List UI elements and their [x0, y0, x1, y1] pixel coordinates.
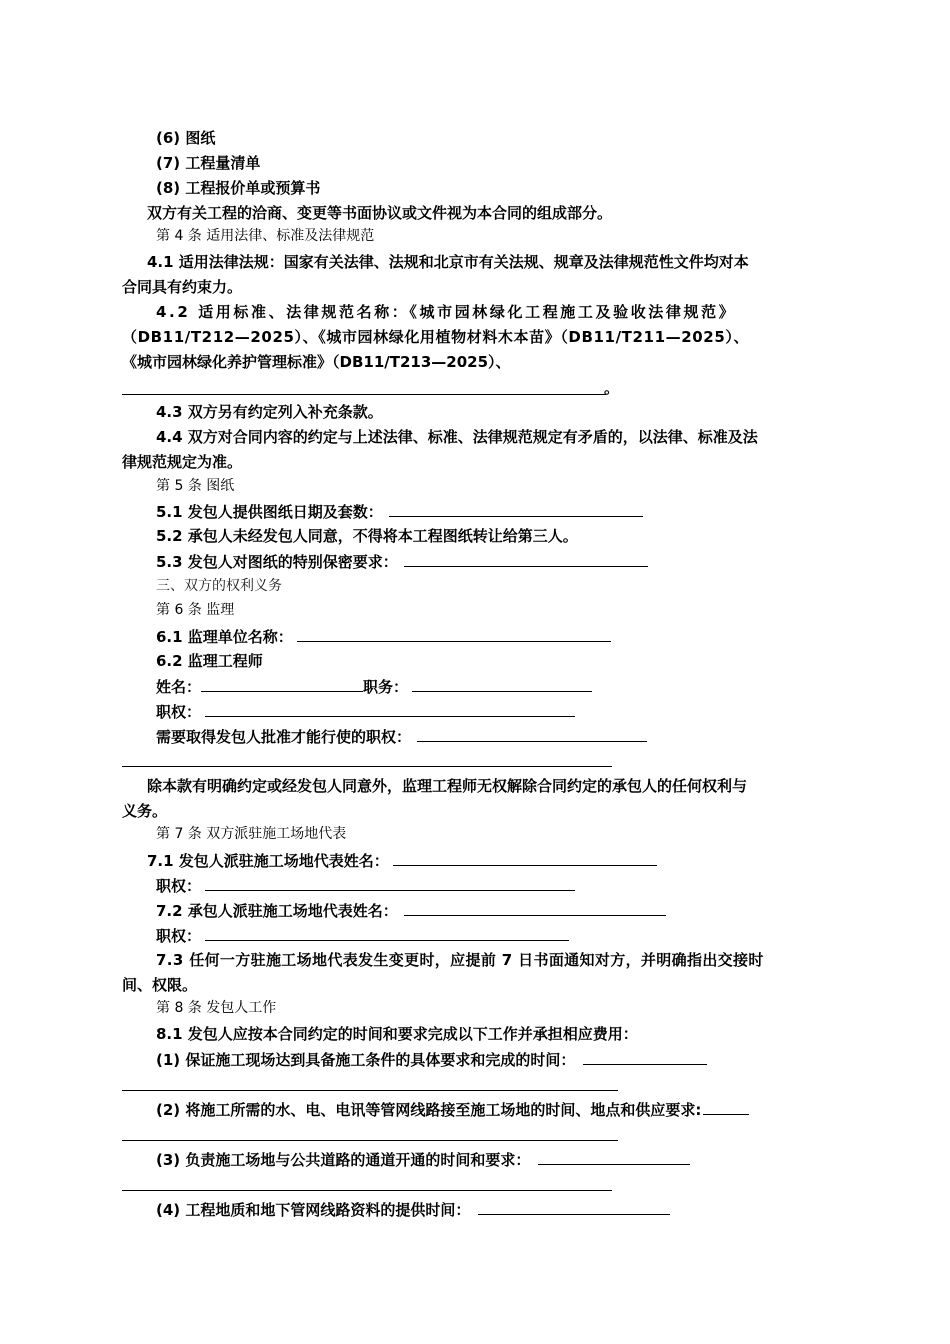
approval-authority-label: 需要取得发包人批准才能行使的职权： — [156, 728, 412, 746]
employer-rep-authority-blank — [205, 875, 575, 891]
standards-blank — [122, 394, 606, 395]
article-4-title: 第 4 条 适用法律、标准及法律规范 — [156, 228, 375, 244]
approval-authority-blank-2 — [122, 766, 612, 767]
clause-6-2: 6.2 监理工程师 — [156, 652, 263, 670]
clause-7-3-line1: 7.3 任何一方驻施工场地代表发生变更时，应提前 7 日书面通知对方，并明确指出交接时 — [156, 951, 764, 969]
exception-line2: 义务。 — [122, 802, 168, 820]
contractor-rep-authority-row — [156, 925, 569, 946]
work-item-2-blank-2 — [122, 1140, 618, 1141]
clause-5-2: 5.2 承包人未经发包人同意，不得将本工程图纸转让给第三人。 — [156, 527, 578, 545]
contractor-rep-name-blank — [404, 900, 666, 916]
clause-5-3 — [156, 551, 648, 572]
clause-4-3: 4.3 双方另有约定列入补充条款。 — [156, 403, 383, 421]
contractor-rep-authority-blank — [205, 925, 569, 941]
supervisor-unit-blank — [297, 626, 611, 642]
exception-line1: 除本款有明确约定或经发包人同意外，监理工程师无权解除合同约定的承包人的任何权利与 — [147, 777, 748, 795]
work-item-3-label: (3) 负责施工场地与公共道路的通道开通的时间和要求： — [156, 1151, 531, 1169]
clause-4-4-line2: 律规范规定为准。 — [122, 453, 243, 471]
work-item-1 — [156, 1049, 707, 1070]
employer-rep-authority-row — [156, 875, 575, 896]
work-item-1-blank — [583, 1049, 707, 1065]
engineer-authority-label: 职权： — [156, 703, 202, 721]
clause-8-1: 8.1 发包人应按本合同约定的时间和要求完成以下工作并承担相应费用： — [156, 1025, 638, 1043]
work-item-1-blank-2 — [122, 1090, 618, 1091]
clause-7-2 — [156, 900, 666, 921]
approval-authority-blank — [417, 726, 647, 742]
engineer-authority-row — [156, 701, 575, 722]
clause-5-3-label: 5.3 发包人对图纸的特别保密要求： — [156, 553, 398, 571]
engineer-name-blank — [201, 676, 363, 692]
clause-7-1-label: 7.1 发包人派驻施工场地代表姓名： — [147, 852, 389, 870]
clause-5-1 — [156, 501, 643, 522]
work-item-3 — [156, 1149, 690, 1170]
clause-5-1-label: 5.1 发包人提供图纸日期及套数： — [156, 503, 383, 521]
clause-4-1-line1: 4.1 适用法律法规：国家有关法律、法规和北京市有关法规、规章及法律规范性文件均对本 — [147, 253, 749, 271]
work-item-4 — [156, 1199, 670, 1220]
clause-7-3-line2: 间、权限。 — [122, 976, 198, 994]
work-item-1-label: (1) 保证施工现场达到具备施工条件的具体要求和完成的时间： — [156, 1051, 576, 1069]
item-6: (6) 图纸 — [156, 129, 216, 147]
article-5-title: 第 5 条 图纸 — [156, 478, 235, 494]
article-6-title: 第 6 条 监理 — [156, 602, 235, 618]
work-item-2 — [156, 1099, 749, 1120]
item-8: (8) 工程报价单或预算书 — [156, 179, 321, 197]
clause-4-2-line2: （DB11/T212—2025）、《城市园林绿化用植物材料木本苗》（DB11/T211—2025）、 — [122, 328, 750, 346]
engineer-duty-label: 职务： — [363, 678, 409, 696]
clause-6-1 — [156, 626, 611, 647]
work-item-4-label: (4) 工程地质和地下管网线路资料的提供时间： — [156, 1201, 471, 1219]
employer-rep-name-blank — [393, 850, 657, 866]
item-7: (7) 工程量清单 — [156, 154, 261, 172]
work-item-4-blank — [478, 1199, 670, 1215]
work-item-2-blank — [703, 1099, 749, 1115]
clause-7-1 — [147, 850, 657, 871]
contractor-rep-authority-label: 职权： — [156, 927, 202, 945]
negotiation-paragraph: 双方有关工程的洽商、变更等书面协议或文件视为本合同的组成部分。 — [147, 204, 613, 222]
employer-rep-authority-label: 职权： — [156, 877, 202, 895]
engineer-name-row — [156, 676, 592, 697]
article-7-title: 第 7 条 双方派驻施工场地代表 — [156, 826, 347, 842]
approval-authority-row — [156, 726, 647, 747]
clause-4-1-line2: 合同具有约束力。 — [122, 278, 243, 296]
work-item-2-label: (2) 将施工所需的水、电、电讯等管网线路接至施工场地的时间、地点和供应要求: — [156, 1101, 702, 1119]
article-8-title: 第 8 条 发包人工作 — [156, 1000, 277, 1016]
clause-4-2-end: 。 — [604, 379, 620, 397]
drawing-date-blank — [389, 501, 643, 517]
clause-4-2-line3: 《城市园林绿化养护管理标准》（DB11/T213—2025）、 — [122, 353, 511, 371]
work-item-3-blank — [538, 1149, 690, 1165]
work-item-3-blank-2 — [122, 1190, 612, 1191]
clause-4-4-line1: 4.4 双方对合同内容的约定与上述法律、标准、法律规范规定有矛盾的，以法律、标准及法 — [156, 428, 758, 446]
engineer-name-label: 姓名： — [156, 678, 202, 696]
engineer-duty-blank — [412, 676, 592, 692]
section-3-heading: 三、双方的权利义务 — [156, 578, 282, 594]
confidentiality-blank — [404, 551, 648, 567]
clause-7-2-label: 7.2 承包人派驻施工场地代表姓名： — [156, 902, 398, 920]
clause-4-2-line1: 4.2 适用标准、法律规范名称：《城市园林绿化工程施工及验收法律规范》 — [156, 303, 737, 321]
clause-6-1-label: 6.1 监理单位名称： — [156, 628, 293, 646]
engineer-authority-blank — [205, 701, 575, 717]
